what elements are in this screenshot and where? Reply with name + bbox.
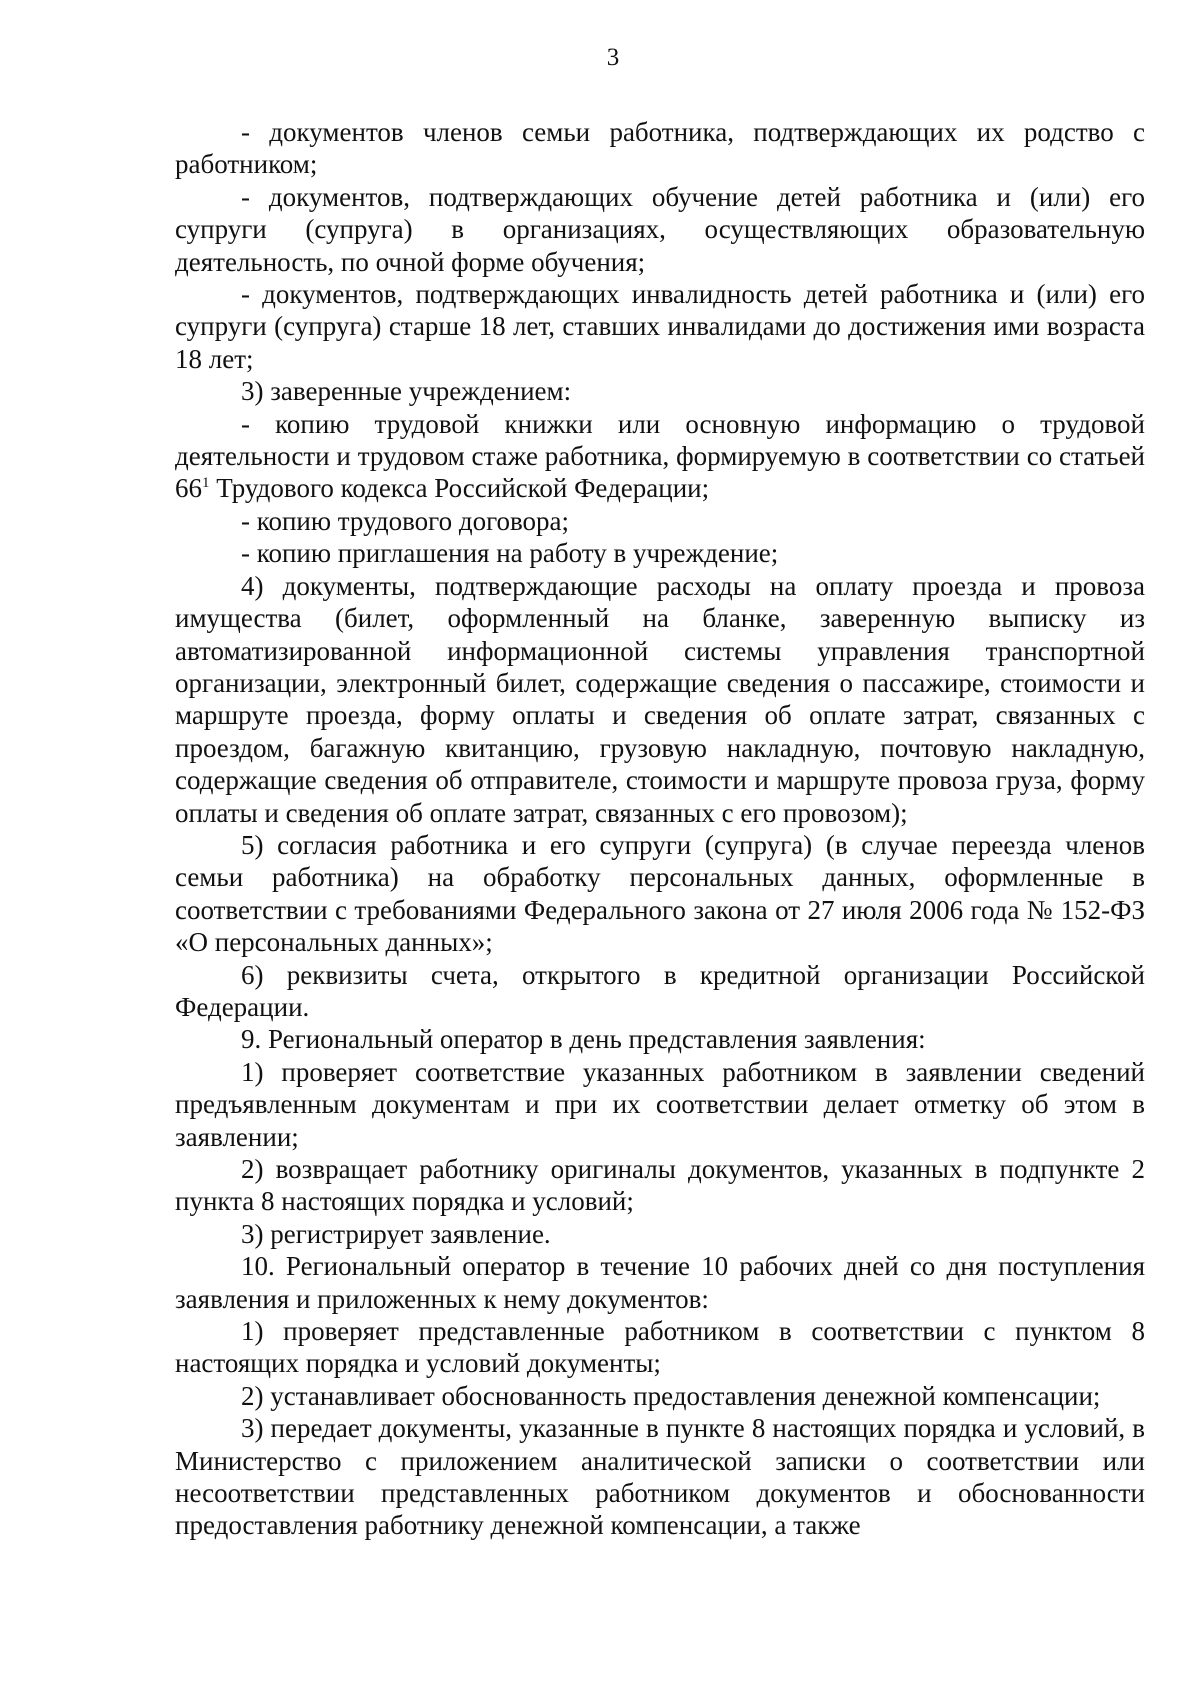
paragraph: 2) возвращает работнику оригиналы документов, указанных в подпункте 2 пункта 8 настоящих порядка и условий; [175,1154,1145,1217]
paragraph: 1) проверяет соответствие указанных работником в заявлении сведений предъявленным документам и при их соответствии делает отметку об этом в заявлении; [175,1056,1145,1152]
page-number: 3 [606,44,620,71]
paragraph [175,408,1145,505]
paragraph: 2) устанавливает обоснованность предоставления денежной компенсации; [241,1380,1101,1411]
paragraph-text: Трудового кодекса Российской Федерации; [209,473,710,504]
paragraph: 3) регистрирует заявление. [241,1218,551,1249]
superscript: 1 [202,475,210,492]
paragraph: - документов членов семьи работника, подтверждающих их родство с работником; [175,117,1145,180]
paragraph: - копию приглашения на работу в учреждение; [241,538,779,569]
paragraph: 9. Региональный оператор в день представления заявления: [241,1024,926,1055]
paragraph: 6) реквизиты счета, открытого в кредитной организации Российской Федерации. [175,959,1145,1022]
document-body [175,116,1145,1542]
paragraph-text: - копию трудовой книжки или основную информацию о трудовой деятельности и трудовом стаже работника, формируемую в соответствии со статьей 66 [175,408,1145,504]
paragraph: - копию трудового договора; [241,505,570,536]
paragraph: - документов, подтверждающих обучение детей работника и (или) его супруги (супруга) в организациях, осуществляющих образовательную деятельность, по очной форме обучения; [175,181,1145,277]
paragraph: 4) документы, подтверждающие расходы на оплату проезда и провоза имущества (билет, оформленный на бланке, заверенную выписку из автоматизированной информационной системы управления транспортной организации, электронный билет, содержащие сведения о пассажире, стоимости и маршруте проезда, форму оплаты и сведения об оплате затрат, связанных с проездом, багажную квитанцию, грузовую накладную, почтовую накладную, содержащие сведения об отправителе, стоимости и маршруте провоза груза, форму оплаты и сведения об оплате затрат, связанных с его провозом); [175,570,1145,828]
paragraph: 5) согласия работника и его супруги (супруга) (в случае переезда членов семьи работника) на обработку персональных данных, оформленные в соответствии с требованиями Федерального закона от 27 июля 2006 года № 152-ФЗ «О персональных данных»; [175,829,1145,958]
paragraph: 10. Региональный оператор в течение 10 рабочих дней со дня поступления заявления и приложенных к нему документов: [175,1251,1145,1314]
paragraph: - документов, подтверждающих инвалидность детей работника и (или) его супруги (супруга) старше 18 лет, ставших инвалидами до достижения ими возраста 18 лет; [175,279,1145,374]
paragraph: 3) передает документы, указанные в пункте 8 настоящих порядка и условий, в Министерство с приложением аналитической записки о соответствии или несоответствии представленных работником документов и обоснованности предоставления работнику денежной компенсации, а также [175,1413,1145,1541]
paragraph: 3) заверенные учреждением: [241,376,572,407]
paragraph: 1) проверяет представленные работником в соответствии с пунктом 8 настоящих порядка и условий документы; [175,1316,1145,1379]
